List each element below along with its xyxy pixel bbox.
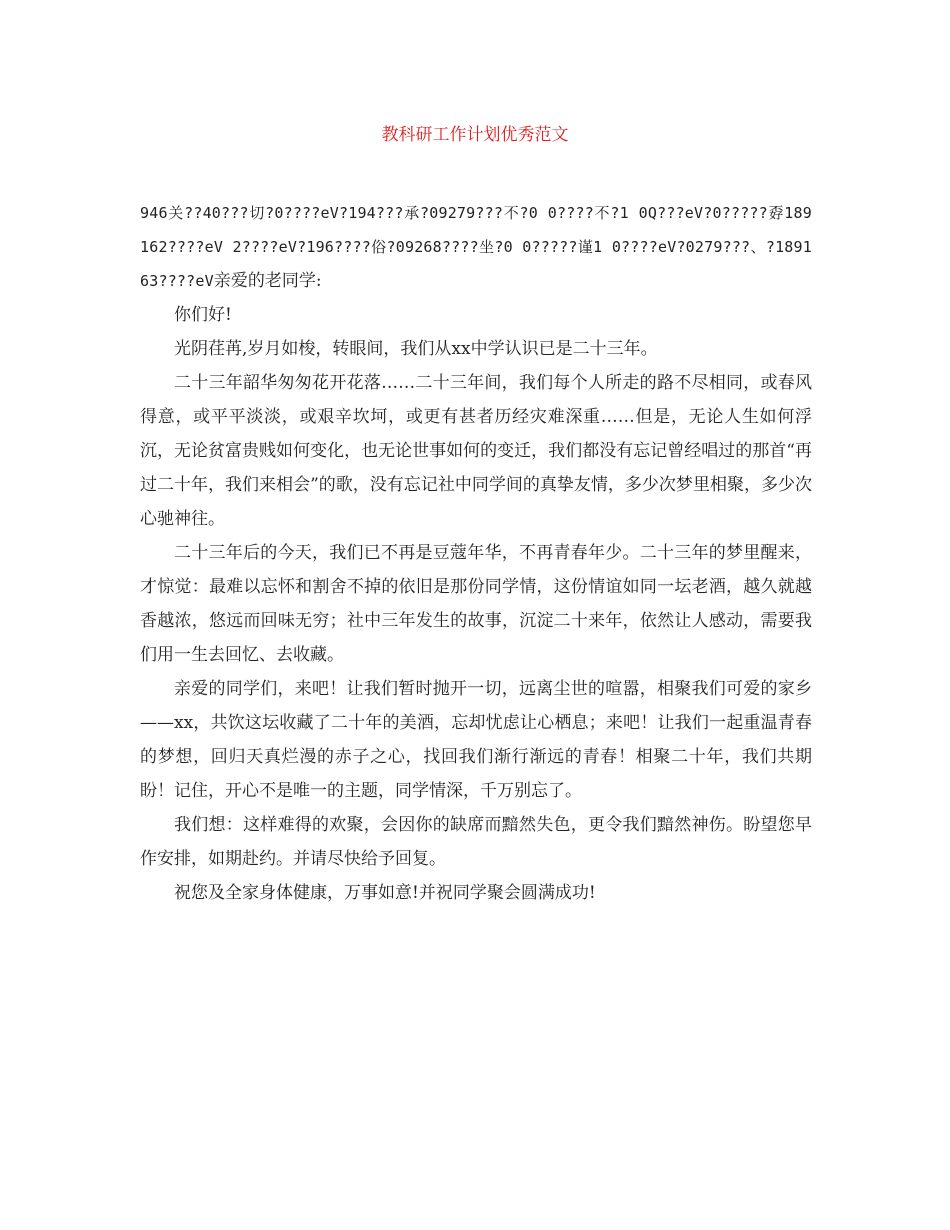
paragraph-3: 二十三年后的今天，我们已不再是豆蔻年华，不再青春年少。二十三年的梦里醒来，才惊觉：最难以忘怀和割舍不掉的依旧是那份同学情，这份情谊如同一坛老酒，越久就越香越浓，悠远而回味无穷；社中三年发生的故事，沉淀二十来年，依然让人感动，需要我们用一生去回忆、去收藏。	[140, 543, 812, 665]
paragraph-closing: 祝您及全家身体健康，万事如意!并祝同学聚会圆满成功!	[174, 883, 596, 903]
document-body	[140, 196, 812, 910]
paragraph-5: 我们想：这样难得的欢聚，会因你的缺席而黯然失色，更令我们黯然神伤。盼望您早作安排，如期赴约。并请尽快给予回复。	[140, 815, 812, 869]
paragraph-1: 光阴荏苒,岁月如梭，转眼间，我们从xx中学认识已是二十三年。	[174, 339, 658, 359]
header-paragraph	[140, 196, 812, 298]
paragraph-4: 亲爱的同学们，来吧！让我们暂时抛开一切，远离尘世的喧嚣，相聚我们可爱的家乡——xx，共饮这坛收藏了二十年的美酒，忘却忧虑让心栖息；来吧！让我们一起重温青春的梦想，回归天真烂漫的赤子之心，找回我们渐行渐远的青春！相聚二十年，我们共期盼！记住，开心不是唯一的主题，同学情深，千万别忘了。	[140, 679, 812, 801]
paragraph-greeting: 你们好!	[174, 305, 232, 325]
document-title: 教科研工作计划优秀范文	[381, 125, 569, 145]
salutation: 亲爱的老同学:	[213, 271, 322, 291]
garbled-header-text: 946关??40???切?0????eV?194???承?09279???不?0 0????不?1 0Q???eV?0?????孬189162????eV 2????eV?196????俗?09268????坐?0 0?????谨1 0????eV?0279???、?189163????eV	[140, 204, 812, 290]
paragraph-2: 二十三年韶华匆匆花开花落……二十三年间，我们每个人所走的路不尽相同，或春风得意，或平平淡淡，或艰辛坎坷，或更有甚者历经灾难深重……但是，无论人生如何浮沉，无论贫富贵贱如何变化，也无论世事如何的变迁，我们都没有忘记曾经唱过的那首“再过二十年，我们来相会”的歌，没有忘记社中同学间的真挚友情，多少次梦里相聚，多少次心驰神往。	[140, 373, 812, 529]
